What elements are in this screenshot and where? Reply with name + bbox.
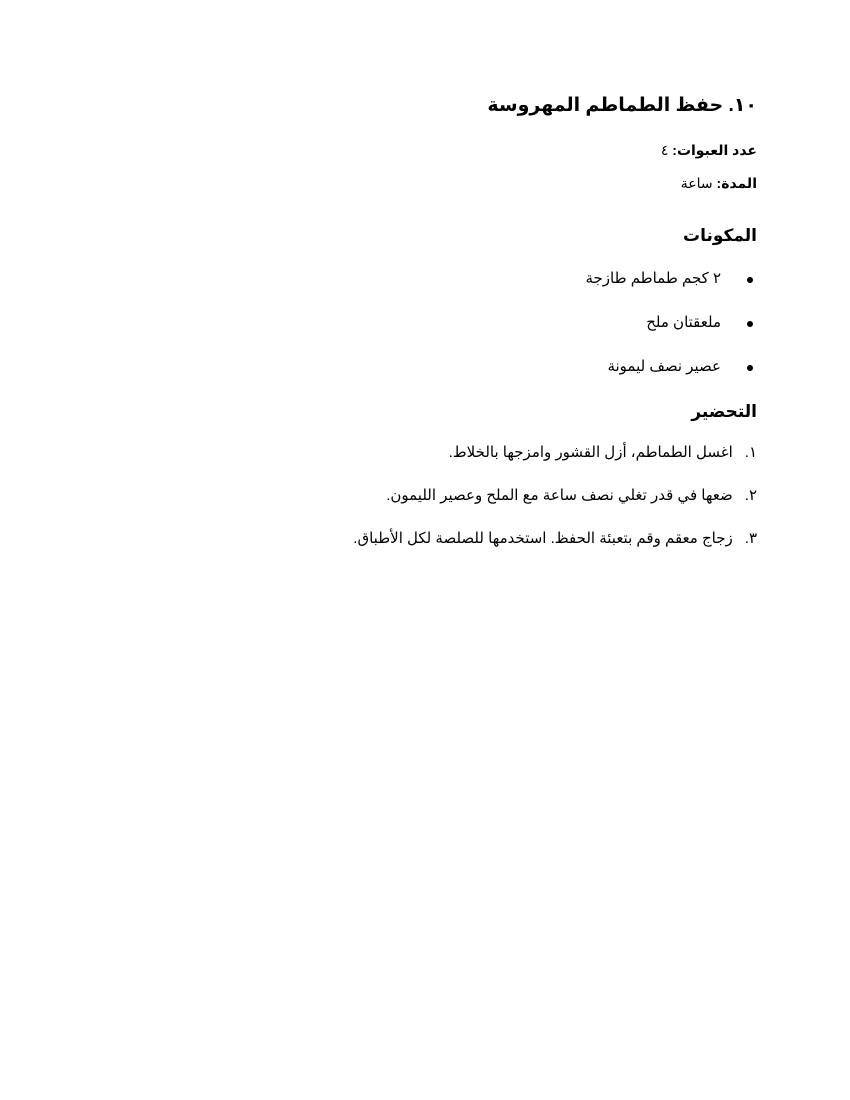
list-item <box>197 267 757 291</box>
duration-value: ساعة <box>680 175 713 191</box>
recipe-meta <box>197 138 757 195</box>
list-item <box>197 311 757 335</box>
ingredient-text: ملعقتان ملح <box>646 314 721 331</box>
duration-row <box>197 171 757 195</box>
servings-label: عدد العبوات: <box>672 142 757 158</box>
step-number: ٢. <box>744 487 757 504</box>
bullet-icon <box>747 277 753 283</box>
preparation-heading: التحضير <box>691 402 757 421</box>
step-number: ١. <box>744 444 757 461</box>
step-text: ضعها في قدر تغلي نصف ساعة مع الملح وعصير الليمون. <box>386 487 733 504</box>
bullet-icon <box>747 321 753 327</box>
preparation-steps <box>197 441 757 551</box>
list-item <box>197 441 757 465</box>
servings-row <box>197 138 757 162</box>
step-number: ٣. <box>744 530 757 547</box>
bullet-icon <box>747 365 753 371</box>
list-item <box>197 484 757 508</box>
step-text: اغسل الطماطم، أزل القشور وامزجها بالخلاط. <box>448 444 733 461</box>
servings-value: ٤ <box>660 142 669 158</box>
ingredients-heading: المكونات <box>682 226 757 245</box>
duration-label: المدة: <box>716 175 757 191</box>
ingredient-text: عصير نصف ليمونة <box>607 358 721 375</box>
ingredient-text: ٢ كجم طماطم طازجة <box>585 270 721 287</box>
step-text: زجاج معقم وقم بتعبئة الحفظ. استخدمها للصلصة لكل الأطباق. <box>353 530 733 547</box>
recipe-title: ١٠. حفظ الطماطم المهروسة <box>487 95 757 116</box>
list-item <box>197 527 757 551</box>
ingredients-list <box>197 267 757 379</box>
list-item <box>197 355 757 379</box>
recipe-content <box>197 92 757 570</box>
